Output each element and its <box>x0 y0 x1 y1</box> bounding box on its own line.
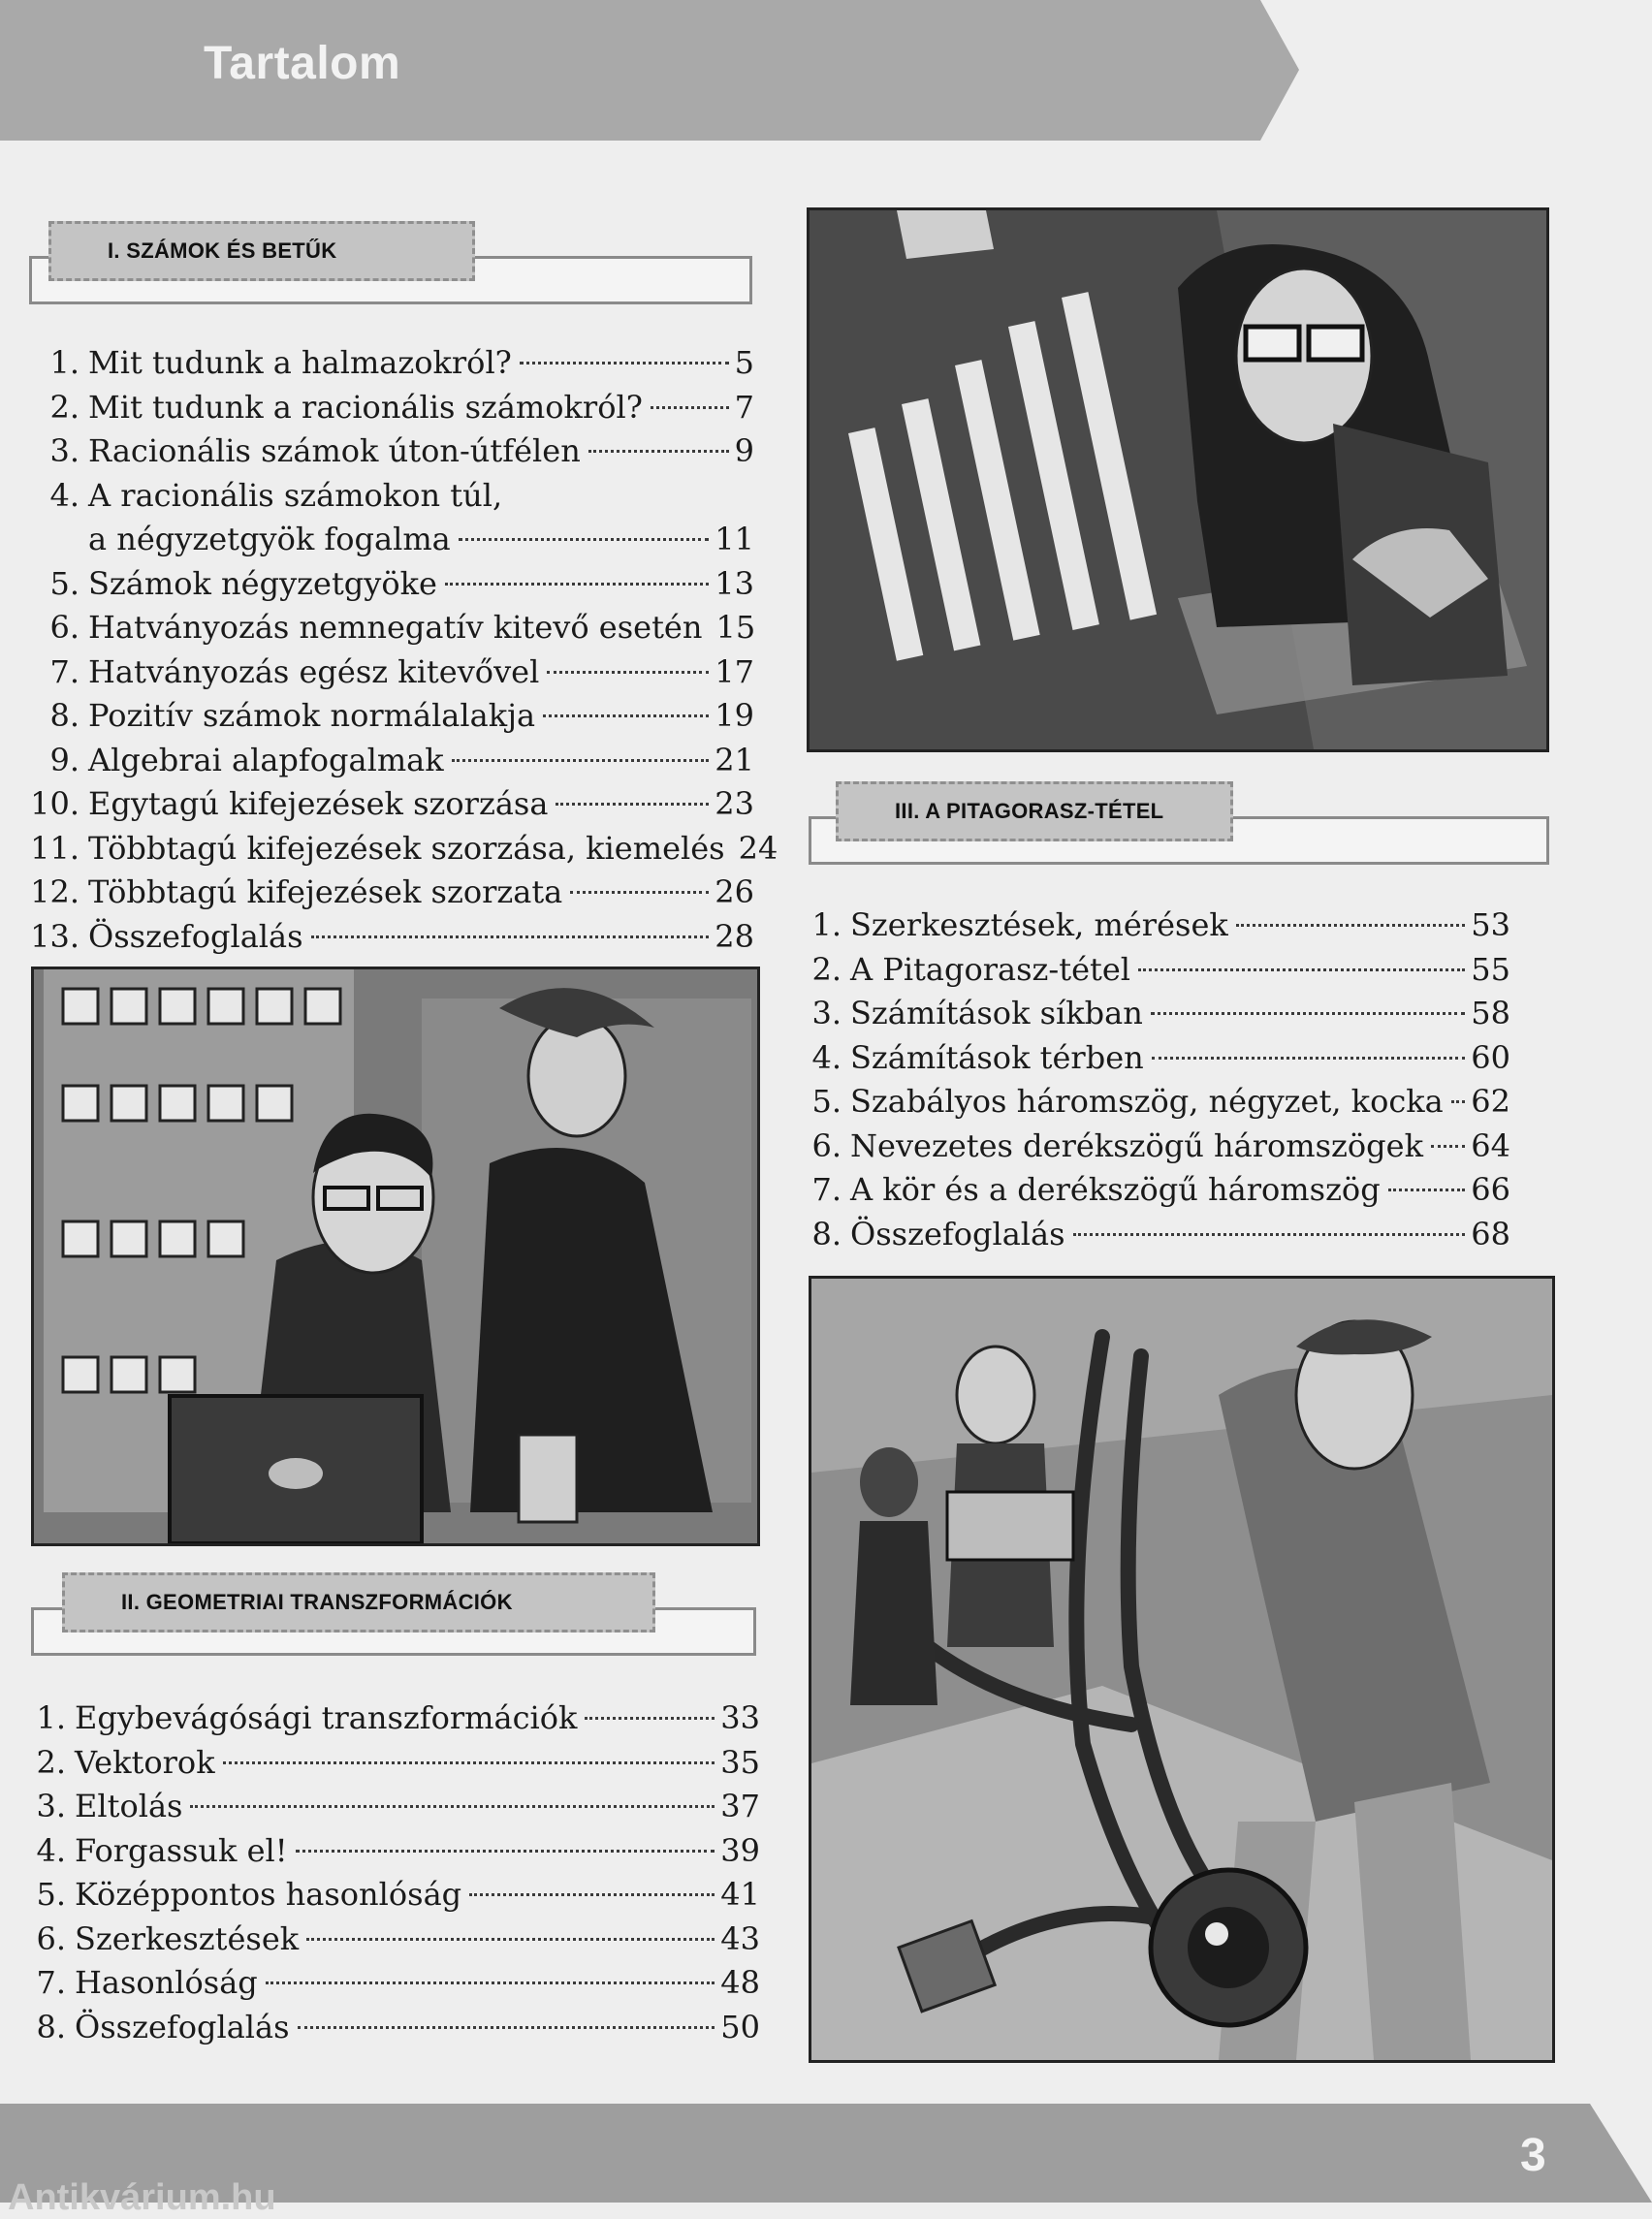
toc-entry <box>807 1125 1510 1169</box>
toc-dot-leader <box>223 1761 715 1764</box>
toc-dot-leader <box>1073 1233 1466 1236</box>
toc-dot-leader <box>1451 1100 1466 1103</box>
toc-entry <box>27 606 754 650</box>
toc-entry-title: Szabályos háromszög, négyzet, kocka <box>850 1083 1444 1120</box>
toc-entry-title: Egytagú kifejezések szorzása <box>88 785 549 822</box>
toc-list-section-2 <box>31 1696 760 2049</box>
toc-entry-number: 2. <box>49 388 79 426</box>
toc-entry <box>31 1696 760 1741</box>
toc-entry <box>27 429 754 474</box>
toc-entry-title: Forgassuk el! <box>75 1831 288 1869</box>
toc-entry-page: 26 <box>715 873 754 910</box>
toc-entry-number: 1. <box>49 344 79 381</box>
toc-entry-title: Mit tudunk a halmazokról? <box>88 344 512 381</box>
toc-list-section-1 <box>27 341 778 959</box>
toc-entry <box>31 1873 760 1918</box>
toc-entry-title: Számítások síkban <box>850 995 1143 1031</box>
toc-entry-number: 6. <box>811 1126 842 1164</box>
toc-entry-page: 55 <box>1471 950 1510 988</box>
toc-dot-leader <box>190 1805 715 1808</box>
toc-entry <box>807 1036 1510 1081</box>
toc-dot-leader <box>445 583 709 586</box>
toc-entry-title: Többtagú kifejezések szorzása, kiemelés <box>88 829 725 867</box>
toc-entry-page: 24 <box>738 829 778 867</box>
toc-entry <box>27 518 754 562</box>
toc-dot-leader <box>556 803 709 806</box>
toc-entry-page: 5 <box>734 344 754 381</box>
toc-entry-number: 2. <box>811 950 842 988</box>
toc-entry-title: Szerkesztések, mérések <box>850 906 1228 943</box>
toc-entry-page: 21 <box>715 741 754 778</box>
toc-entry-number: 3. <box>49 432 79 469</box>
toc-entry-page: 23 <box>715 785 754 822</box>
toc-entry <box>31 1829 760 1874</box>
toc-entry-page: 64 <box>1471 1126 1510 1164</box>
toc-entry-page: 66 <box>1471 1171 1510 1208</box>
toc-entry-title: Pozitív számok normálalakja <box>88 697 536 734</box>
toc-entry-number: 3. <box>811 995 842 1031</box>
toc-entry-title: A racionális számokon túl, <box>88 476 503 514</box>
toc-entry <box>27 694 754 739</box>
toc-dot-leader <box>520 362 729 365</box>
toc-list-section-3 <box>807 903 1510 1256</box>
toc-entry-page: 58 <box>1471 995 1510 1031</box>
page-title: Tartalom <box>204 38 401 89</box>
toc-dot-leader <box>1236 924 1466 927</box>
toc-entry <box>27 827 778 872</box>
toc-dot-leader <box>459 538 710 541</box>
toc-entry-page: 19 <box>715 697 754 734</box>
toc-dot-leader <box>306 1938 715 1941</box>
toc-entry-page: 11 <box>715 521 754 557</box>
toc-entry-number: 10. <box>30 785 79 822</box>
toc-entry-number: 7. <box>49 652 79 690</box>
toc-entry-title: Számok négyzetgyöke <box>88 564 437 602</box>
toc-entry-number: 5. <box>49 564 79 602</box>
toc-entry-number: 6. <box>49 609 79 646</box>
toc-entry-title: a négyzetgyök fogalma <box>88 521 451 557</box>
toc-entry <box>807 1213 1510 1257</box>
toc-entry-page: 9 <box>734 432 754 469</box>
toc-entry <box>807 1080 1510 1125</box>
toc-dot-leader <box>266 1981 715 1984</box>
toc-entry-number: 12. <box>30 873 79 910</box>
toc-entry-title: Számítások térben <box>850 1038 1144 1076</box>
toc-entry <box>27 915 754 960</box>
toc-entry-page: 33 <box>720 1699 760 1736</box>
toc-entry-number: 7. <box>36 1964 66 2001</box>
toc-entry-page: 28 <box>715 917 754 955</box>
toc-dot-leader <box>543 714 709 717</box>
toc-entry-page: 39 <box>720 1831 760 1869</box>
toc-entry-title: Algebrai alapfogalmak <box>88 741 444 778</box>
toc-entry-page: 48 <box>720 1964 760 2001</box>
toc-entry-title: Hasonlóság <box>75 1964 258 2001</box>
toc-entry-title: Nevezetes derékszögű háromszögek <box>850 1126 1423 1164</box>
toc-entry-page: 35 <box>720 1743 760 1781</box>
illustration-office-scene <box>31 967 760 1546</box>
toc-dot-leader <box>651 406 729 409</box>
toc-entry-number: 6. <box>36 1919 66 1957</box>
toc-dot-leader <box>1152 1057 1466 1060</box>
toc-dot-leader <box>585 1717 715 1720</box>
toc-dot-leader <box>296 1850 715 1853</box>
toc-entry-page: 13 <box>715 564 754 602</box>
toc-entry <box>27 650 754 695</box>
toc-entry <box>27 386 754 430</box>
toc-entry-number: 7. <box>811 1171 842 1208</box>
header-banner <box>0 0 1299 141</box>
toc-dot-leader <box>570 891 709 894</box>
toc-entry <box>27 871 754 915</box>
toc-dot-leader <box>298 2026 715 2029</box>
toc-entry-title: A kör és a derékszögű háromszög <box>850 1171 1381 1208</box>
toc-entry-number: 8. <box>49 697 79 734</box>
watermark: Antikvárium.hu <box>8 2177 276 2218</box>
toc-entry-page: 7 <box>734 388 754 426</box>
toc-dot-leader <box>547 671 709 674</box>
toc-entry-title: Racionális számok úton-útfélen <box>88 432 581 469</box>
toc-entry-title: Szerkesztések <box>75 1919 300 1957</box>
section-title: II. GEOMETRIAI TRANSZFORMÁCIÓK <box>62 1572 655 1633</box>
toc-entry-title: Eltolás <box>75 1788 183 1824</box>
toc-entry <box>27 562 754 607</box>
toc-entry-page: 41 <box>720 1876 760 1913</box>
toc-entry-number: 4. <box>36 1831 66 1869</box>
toc-entry <box>31 1961 760 2006</box>
toc-entry-number: 5. <box>811 1083 842 1120</box>
toc-entry-number: 1. <box>811 906 842 943</box>
toc-dot-leader <box>1151 1012 1465 1015</box>
toc-entry <box>27 474 754 519</box>
toc-entry-title: Középpontos hasonlóság <box>75 1876 462 1913</box>
toc-entry-title: Vektorok <box>75 1743 215 1781</box>
page-number: 3 <box>1520 2130 1546 2181</box>
toc-entry-page: 60 <box>1471 1038 1510 1076</box>
toc-entry <box>807 903 1510 948</box>
toc-entry-page: 15 <box>715 609 756 646</box>
toc-entry-page: 62 <box>1471 1083 1510 1120</box>
toc-dot-leader <box>311 935 710 938</box>
toc-entry <box>31 2006 760 2050</box>
toc-entry-page: 53 <box>1471 906 1510 943</box>
toc-entry-number: 8. <box>36 2008 66 2045</box>
illustration-charts-scene <box>807 207 1549 752</box>
toc-entry-page: 37 <box>720 1788 760 1824</box>
toc-entry-title: Összefoglalás <box>88 917 303 955</box>
toc-entry <box>31 1785 760 1829</box>
toc-entry-number: 13. <box>30 917 79 955</box>
toc-entry-title: Többtagú kifejezések szorzata <box>88 873 563 910</box>
toc-entry-page: 17 <box>715 652 754 690</box>
toc-entry <box>807 1168 1510 1213</box>
toc-entry <box>807 948 1510 993</box>
toc-dot-leader <box>1388 1189 1466 1191</box>
toc-entry-page: 50 <box>720 2008 760 2045</box>
toc-entry-title: Hatványozás egész kitevővel <box>88 652 540 690</box>
toc-entry-title: Egybevágósági transzformációk <box>75 1699 578 1736</box>
toc-entry-title: A Pitagorasz-tétel <box>850 950 1131 988</box>
toc-dot-leader <box>588 450 729 453</box>
toc-entry <box>31 1918 760 1962</box>
section-title: III. A PITAGORASZ-TÉTEL <box>836 781 1233 841</box>
toc-entry-title: Összefoglalás <box>75 2008 290 2045</box>
toc-entry <box>27 782 754 827</box>
toc-entry <box>807 992 1510 1036</box>
toc-entry-number: 5. <box>36 1876 66 1913</box>
toc-entry <box>27 739 754 783</box>
illustration-robot-scene <box>809 1276 1555 2063</box>
toc-entry-number: 9. <box>49 741 79 778</box>
toc-dot-leader <box>452 759 710 762</box>
toc-entry <box>27 341 754 386</box>
toc-entry-title: Mit tudunk a racionális számokról? <box>88 388 643 426</box>
toc-entry-page: 43 <box>720 1919 760 1957</box>
toc-entry-page: 68 <box>1471 1215 1510 1252</box>
toc-entry <box>31 1741 760 1786</box>
toc-dot-leader <box>1138 968 1465 971</box>
toc-entry-title: Összefoglalás <box>850 1215 1065 1252</box>
toc-entry-number: 11. <box>30 829 79 867</box>
toc-dot-leader <box>1431 1145 1465 1148</box>
toc-entry-title: Hatványozás nemnegatív kitevő esetén <box>88 609 703 646</box>
toc-entry-number: 3. <box>36 1788 66 1824</box>
section-title: I. SZÁMOK ÉS BETŰK <box>48 221 475 281</box>
toc-entry-number: 8. <box>811 1215 842 1252</box>
toc-entry-number: 4. <box>811 1038 842 1076</box>
toc-entry-number: 2. <box>36 1743 66 1781</box>
toc-entry-number: 4. <box>49 476 79 514</box>
toc-dot-leader <box>469 1893 715 1896</box>
toc-entry-number: 1. <box>36 1699 66 1736</box>
